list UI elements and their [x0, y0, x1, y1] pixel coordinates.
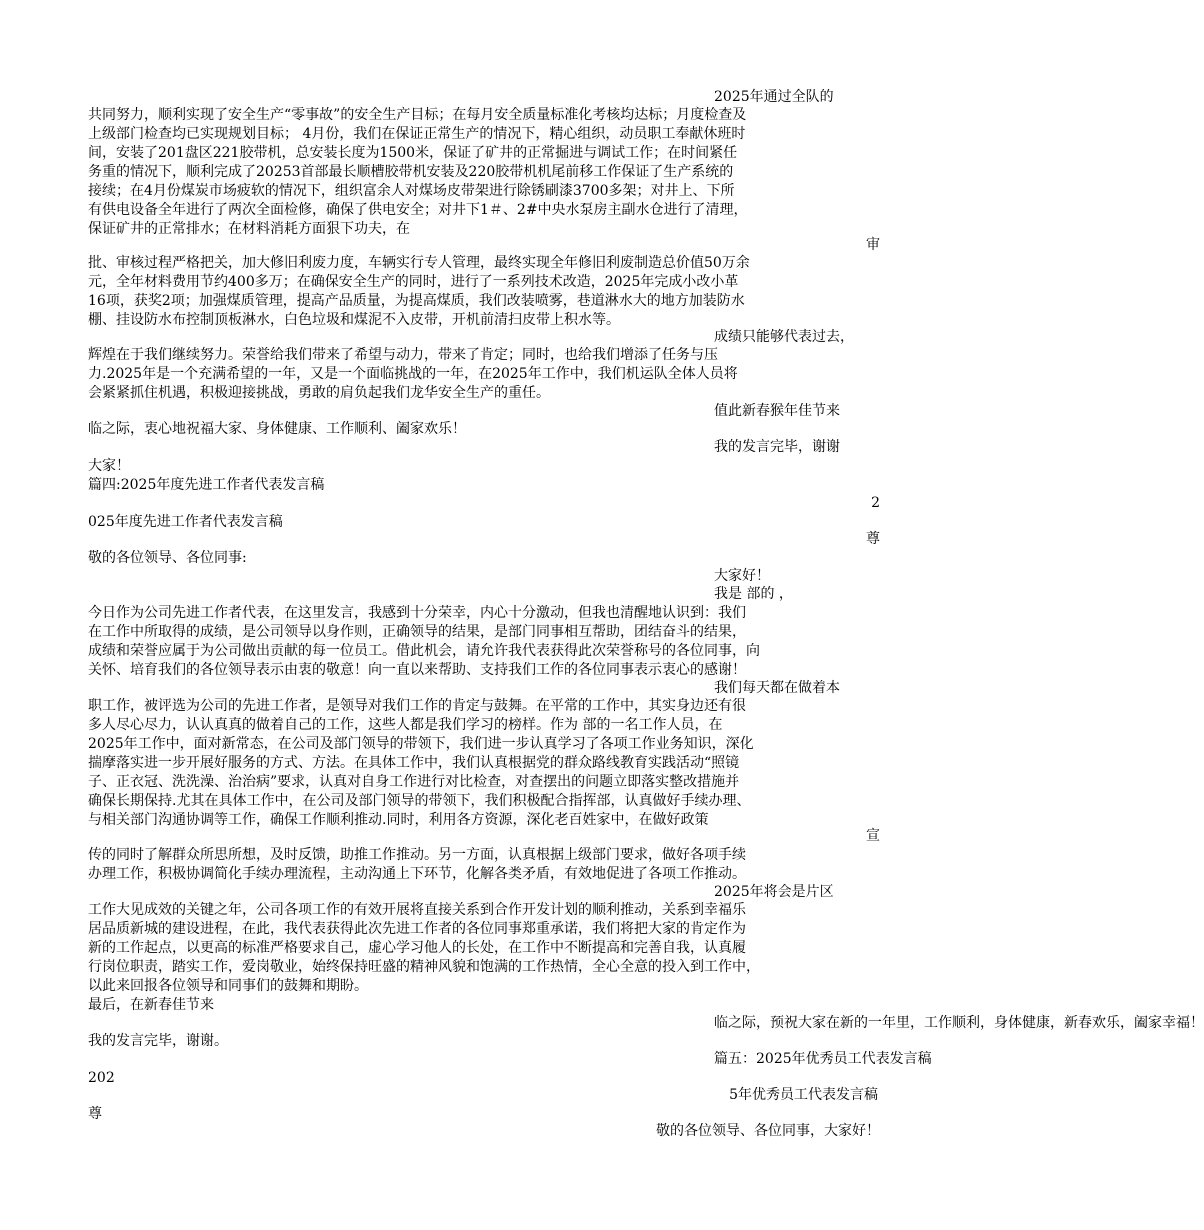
text-line: 接续；在4月份煤炭市场疲软的情况下，组织富余人对煤场皮带架进行除锈刷漆3700多架；对井上、下所 [88, 183, 735, 199]
text-line: 工作大见成效的关键之年，公司各项工作的有效开展将直接关系到合作开发计划的顺利推动，关系到幸福乐 [88, 902, 746, 918]
text-line: 辉煌在于我们继续努力。荣誉给我们带来了希望与动力，带来了肯定；同时，也给我们增添了任务与压 [88, 347, 718, 363]
text-line: 我们每天都在做着本 [714, 680, 840, 696]
text-line: 大家！ [88, 458, 130, 474]
text-line: 敬的各位领导、各位同事: [88, 550, 247, 566]
text-line: 尊 [866, 531, 880, 547]
text-line: 多人尽心尽力，认认真真的做着自己的工作，这些人都是我们学习的榜样。作为 部的一名工作人员，在 [88, 717, 723, 733]
text-line: 16项，获奖2项；加强煤质管理，提高产品质量，为提高煤质，我们改装喷雾，巷道淋水大的地方加装防水 [88, 293, 745, 309]
text-line: 我是 部的 ， [714, 586, 793, 602]
text-line: 在工作中所取得的成绩，是公司领导以身作则，正确领导的结果，是部门同事相互帮助，团结奋斗的结果， [88, 624, 746, 640]
text-line: 我的发言完毕，谢谢。 [88, 1033, 228, 1049]
text-line: 以此来回报各位领导和同事们的鼓舞和期盼。 [88, 978, 368, 994]
text-line: 力.2025年是一个充满希望的一年，又是一个面临挑战的一年，在2025年工作中，我们机运队全体人员将 [88, 366, 738, 382]
text-line: 临之际，衷心地祝福大家、身体健康、工作顺利、阖家欢乐！ [88, 421, 466, 437]
text-line: 今日作为公司先进工作者代表，在这里发言，我感到十分荣幸，内心十分激动，但我也清醒地认识到：我们 [88, 605, 746, 621]
text-line: 职工作，被评选为公司的先进工作者，是领导对我们工作的肯定与鼓舞。在平常的工作中，其实身边还有很 [88, 698, 746, 714]
text-line: 办理工作，积极协调简化手续办理流程，主动沟通上下环节，化解各类矛盾，有效地促进了各项工作推动。 [88, 866, 746, 882]
text-line: 2025年通过全队的 [714, 89, 834, 105]
text-line: 5年优秀员工代表发言稿 [729, 1087, 878, 1103]
text-line: 保证矿井的正常排水；在材料消耗方面狠下功夫，在 [88, 221, 410, 237]
text-line: 子、正衣冠、洗洗澡、治治病”要求，认真对自身工作进行对比检查，对查摆出的问题立即落实整改措施并 [88, 774, 740, 790]
text-line: 我的发言完毕，谢谢 [714, 439, 840, 455]
text-line: 2025年将会是片区 [714, 884, 834, 900]
text-line: 有供电设备全年进行了两次全面检修，确保了供电安全；对井下1＃、2#中央水泵房主副水仓进行了清理， [88, 202, 748, 218]
text-line: 值此新春猴年佳节来 [714, 403, 840, 419]
text-line: 传的同时了解群众所思所想，及时反馈，助推工作推动。另一方面，认真根据上级部门要求，做好各项手续 [88, 847, 746, 863]
text-line: 关怀、培育我们的各位领导表示由衷的敬意！向一直以来帮助、支持我们工作的各位同事表示衷心的感谢！ [88, 662, 746, 678]
text-line: 临之际，预祝大家在新的一年里，工作顺利，身体健康，新春欢乐，阖家幸福！ [714, 1015, 1204, 1031]
text-line: 上级部门检查均已实现规划目标； 4月份，我们在保证正常生产的情况下，精心组织，动员职工奉献休班时 [88, 126, 746, 142]
text-line: 棚、挂设防水布控制顶板淋水，白色垃圾和煤泥不入皮带，开机前清扫皮带上积水等。 [88, 312, 620, 328]
text-line: 审 [866, 237, 880, 253]
text-line: 成绩和荣誉应属于为公司做出贡献的每一位员工。借此机会，请允许我代表获得此次荣誉称号的各位同事，向 [88, 643, 760, 659]
text-line: 敬的各位领导、各位同事，大家好！ [656, 1123, 880, 1139]
text-line: 宣 [866, 828, 880, 844]
text-line: 确保长期保持.尤其在具体工作中，在公司及部门领导的带领下，我们积极配合指挥部，认真做好手续办理、 [88, 793, 751, 809]
section-heading: 篇四:2025年度先进工作者代表发言稿 [88, 477, 325, 493]
text-line: 成绩只能够代表过去， [714, 329, 854, 345]
text-line: 会紧紧抓住机遇，积极迎接挑战，勇敢的肩负起我们龙华安全生产的重任。 [88, 385, 550, 401]
text-line: 篇五：2025年优秀员工代表发言稿 [714, 1051, 932, 1067]
section-heading: 202 [88, 1070, 115, 1086]
text-line: 共同努力，顺利实现了安全生产“零事故”的安全生产目标；在每月安全质量标准化考核均达标；月度检查及 [88, 107, 747, 123]
text-line: 居品质新城的建设进程，在此，我代表获得此次先进工作者的各位同事郑重承诺，我们将把大家的肯定作为 [88, 921, 746, 937]
text-line: 2 [871, 495, 880, 511]
text-line: 行岗位职责，踏实工作，爱岗敬业，始终保持旺盛的精神风貌和饱满的工作热情，全心全意的投入到工作中， [88, 959, 760, 975]
text-line: 新的工作起点，以更高的标准严格要求自己，虚心学习他人的长处，在工作中不断提高和完善自我，认真履 [88, 940, 746, 956]
text-line: 揣摩落实进一步开展好服务的方式、方法。在具体工作中，我们认真根据党的群众路线教育实践活动“照镜 [88, 755, 740, 771]
text-line: 与相关部门沟通协调等工作，确保工作顺利推动.同时，利用各方资源，深化老百姓家中，在做好政策 [88, 812, 709, 828]
text-line: 务重的情况下，顺利完成了20253首部最长顺槽胶带机安装及220胶带机机尾前移工作保证了生产系统的 [88, 164, 734, 180]
text-line: 元，全年材料费用节约400多万；在确保安全生产的同时，进行了一系列技术改造，2025年完成小改小革 [88, 274, 739, 290]
text-line: 尊 [88, 1106, 102, 1122]
text-line: 2025年工作中，面对新常态，在公司及部门领导的带领下，我们进一步认真学习了各项工作业务知识，深化 [88, 736, 754, 752]
text-line: 最后，在新春佳节来 [88, 997, 214, 1013]
text-line: 大家好！ [714, 568, 770, 584]
text-line: 间，安装了201盘区221胶带机，总安装长度为1500米，保证了矿井的正常掘进与调试工作；在时间紧任 [88, 145, 738, 161]
text-line: 025年度先进工作者代表发言稿 [88, 514, 283, 530]
text-line: 批、审核过程严格把关，加大修旧利废力度，车辆实行专人管理，最终实现全年修旧利废制造总价值50万余 [88, 255, 750, 271]
